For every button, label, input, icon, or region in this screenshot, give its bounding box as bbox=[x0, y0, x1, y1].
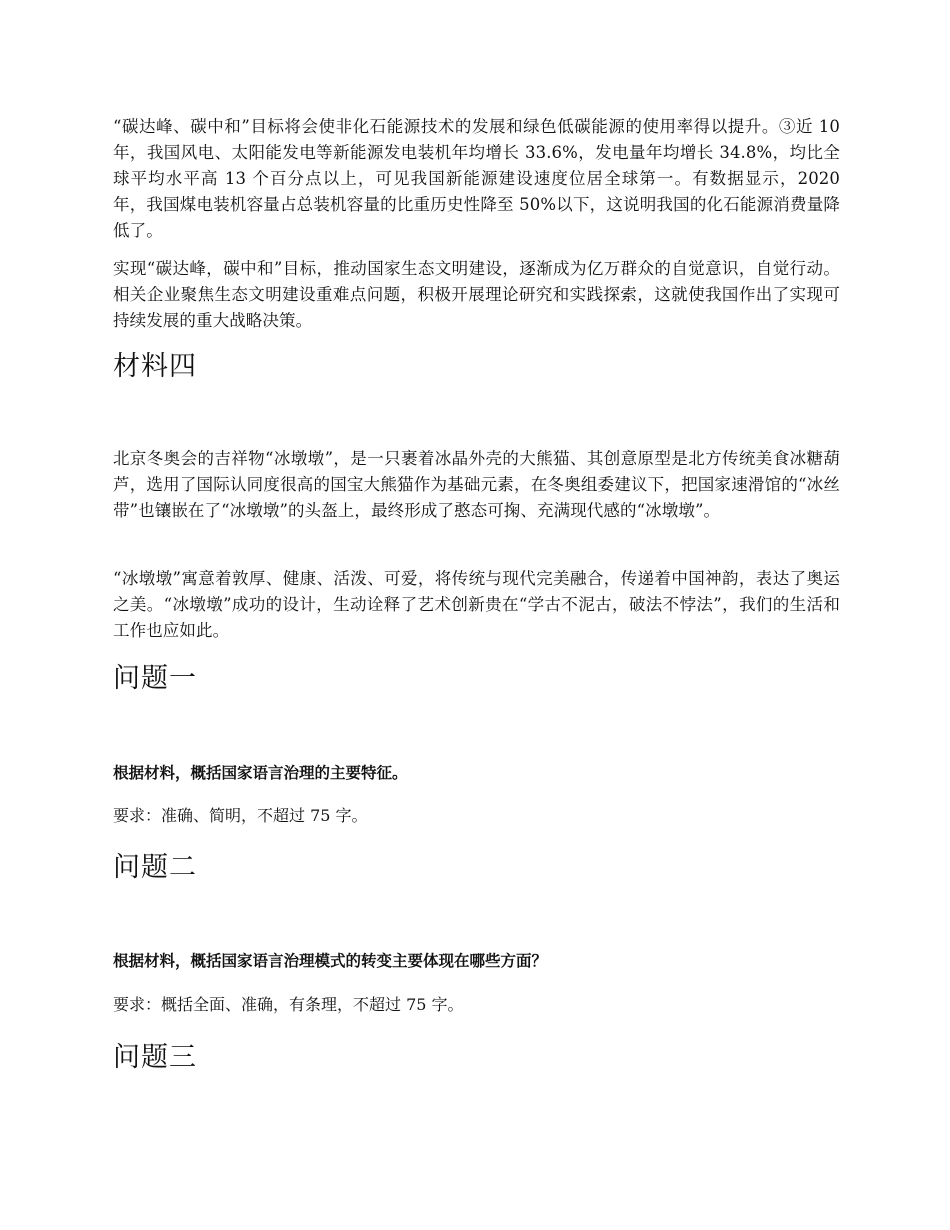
heading-question-2: 问题二 bbox=[113, 852, 197, 883]
question-2-requirement: 要求：概括全面、准确，有条理，不超过 75 字。 bbox=[113, 995, 464, 1014]
question-1-requirement: 要求：准确、简明，不超过 75 字。 bbox=[113, 806, 368, 825]
question-1-text: 根据材料，概括国家语言治理的主要特征。 bbox=[113, 763, 408, 782]
material-paragraph-mascot-meaning: “冰墩墩”寓意着敦厚、健康、活泼、可爱，将传统与现代完美融合，传递着中国神韵，表达了奥运之美。“冰墩墩”成功的设计，生动诠释了艺术创新贵在“学古不泥古，破法不悖法”，我们的生活和工作也应如此。 bbox=[113, 569, 840, 640]
heading-question-3: 问题三 bbox=[113, 1042, 197, 1073]
heading-material-4: 材料四 bbox=[113, 351, 197, 382]
question-2-text: 根据材料，概括国家语言治理模式的转变主要体现在哪些方面？ bbox=[113, 951, 548, 970]
material-paragraph-mascot: 北京冬奥会的吉祥物“冰墩墩”，是一只裹着冰晶外壳的大熊猫、其创意原型是北方传统美食冰糖葫芦，选用了国际认同度很高的国宝大熊猫作为基础元素，在冬奥组委建议下，把国家速滑馆的“冰丝带”也镶嵌在了“冰墩墩”的头盔上，最终形成了憨态可掬、充满现代感的“冰墩墩”。 bbox=[113, 449, 840, 520]
material-paragraph-ecological: 实现“碳达峰，碳中和”目标，推动国家生态文明建设，逐渐成为亿万群众的自觉意识，自觉行动。相关企业聚焦生态文明建设重难点问题，积极开展理论研究和实践探索，这就使我国作出了实现可持续发展的重大战略决策。 bbox=[113, 259, 840, 330]
heading-question-1: 问题一 bbox=[113, 663, 197, 694]
material-paragraph-carbon-goals: “碳达峰、碳中和”目标将会使非化石能源技术的发展和绿色低碳能源的使用率得以提升。③近 10 年，我国风电、太阳能发电等新能源发电装机年均增长 33.6%，发电量年均增长 34.8%，均比全球平均水平高 13 个百分点以上，可见我国新能源建设速度位居全球第一。有数据显示，2020 年，我国煤电装机容量占总装机容量的比重历史性降至 50%以下，这说明我国的化石能源消费量降低了。 bbox=[113, 117, 840, 240]
